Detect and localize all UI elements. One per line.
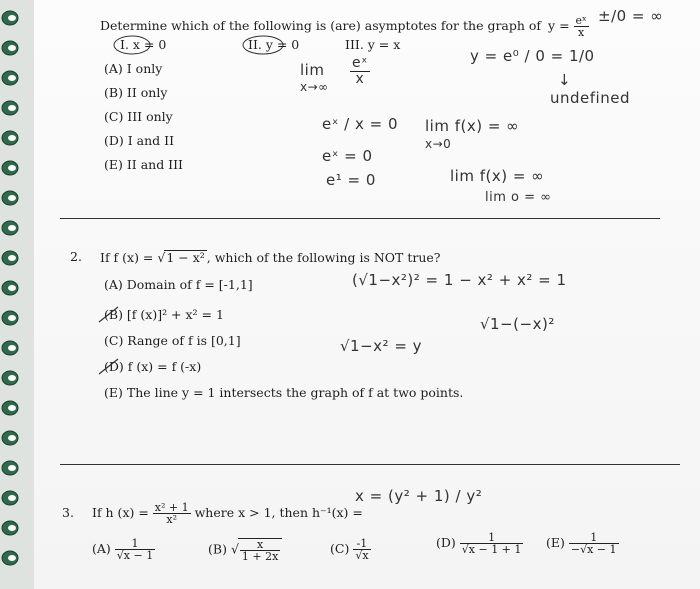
slash-mark-b xyxy=(96,304,122,326)
q1-option-ii: II. y = 0 xyxy=(248,37,300,52)
q1-choice-e[interactable]: (E) II and III xyxy=(104,157,183,172)
q1-choice-c[interactable]: (C) III only xyxy=(104,109,173,124)
q1-choice-a[interactable]: (A) I only xyxy=(104,61,163,76)
q2-choice-a[interactable]: (A) Domain of f = [-1,1] xyxy=(104,277,253,292)
note-neg: √1−(−x)² xyxy=(480,315,555,333)
note-arrow: ↓ xyxy=(558,71,572,89)
q3-choice-a[interactable]: (A) $\frac{1}{√x - 1}$ xyxy=(92,537,154,562)
note-y-eq: y = e⁰ / 0 = 1/0 xyxy=(470,47,595,65)
q1-stem: Determine which of the following is (are) asymptotes for the graph of y = $\frac{\text{eˣ}}{x}$ xyxy=(100,14,587,39)
q3-choice-d[interactable]: (D) $\frac{1}{√x - 1 + 1}$ xyxy=(436,531,522,556)
note-x-eq: x = (y² + 1) / y² xyxy=(355,487,483,505)
q2-choice-e[interactable]: (E) The line y = 1 intersects the graph of f at two points. xyxy=(104,385,464,400)
q2-stem: If f (x) = √1 − x² , which of the following is NOT true? xyxy=(100,250,441,265)
note-lim-o: lim o = ∞ xyxy=(485,190,552,205)
q3-choice-e[interactable]: (E) $\frac{1}{-√x - 1}$ xyxy=(546,531,617,556)
note-squared: (√1−x²)² = 1 − x² + x² = 1 xyxy=(352,271,567,289)
q3-number: 3. xyxy=(62,505,74,520)
q1-choice-b[interactable]: (B) II only xyxy=(104,85,168,100)
note-lim-frac: $\frac{\text{eˣ}}{x}$ xyxy=(352,55,368,87)
circle-mark-i xyxy=(112,34,152,56)
q2-choice-c[interactable]: (C) Range of f is [0,1] xyxy=(104,333,241,348)
binder-rings xyxy=(0,0,34,589)
note-eq-y: √1−x² = y xyxy=(340,337,423,355)
divider-1 xyxy=(60,218,660,219)
note-lim-f2: lim f(x) = ∞ xyxy=(450,167,545,185)
note-corner: ±/0 = ∞ xyxy=(598,7,664,25)
note-ex-eq: eˣ = 0 xyxy=(322,147,373,165)
q3-choice-b[interactable]: (B) √ $\frac{x}{1 + 2x}$ xyxy=(208,538,282,562)
q2-number: 2. xyxy=(70,249,82,264)
q2-choice-b[interactable]: (B) [f (x)]² + x² = 1 xyxy=(104,307,224,322)
note-lim: lim x→∞ xyxy=(300,61,329,94)
note-ex-over-x: eˣ / x = 0 xyxy=(322,115,399,133)
q1-option-i: I. x = 0 xyxy=(120,37,167,52)
q3-stem: If h (x) = $\frac{\text{x² + 1}}{\text{x²}}$ where x > 1, then h⁻¹(x) = xyxy=(92,501,363,526)
q2-choice-d[interactable]: (D) f (x) = f (-x) xyxy=(104,359,202,374)
note-undefined: undefined xyxy=(550,89,630,107)
note-e1-eq: e¹ = 0 xyxy=(326,171,376,189)
q3-choice-c[interactable]: (C) $\frac{-1}{√x}$ xyxy=(330,537,369,562)
note-lim-f-sub: x→0 xyxy=(425,137,452,151)
q1-choice-d[interactable]: (D) I and II xyxy=(104,133,175,148)
slash-mark-d xyxy=(96,356,122,378)
q1-option-iii: III. y = x xyxy=(345,37,401,52)
note-lim-f: lim f(x) = ∞ xyxy=(425,117,520,135)
divider-2 xyxy=(60,464,680,465)
circle-mark-ii xyxy=(241,34,285,56)
